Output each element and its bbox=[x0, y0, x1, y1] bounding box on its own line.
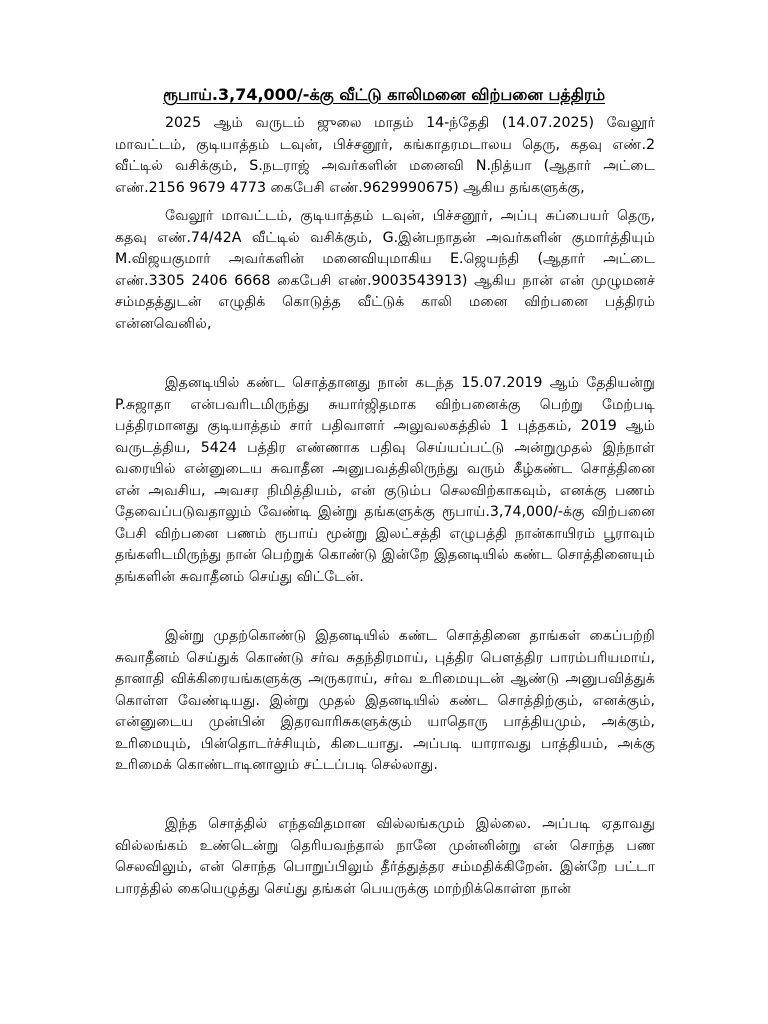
paragraph-date-and-buyer: 2025 ஆம் வருடம் ஜுலை மாதம் 14-ந்தேதி (14.07.2025) வேலூர் மாவட்டம், குடியாத்தம் டவுன், பிச்சனூர், கங்காதரமடாலய தெரு, கதவு எண்.2 வீட்டில் வசிக்கும், S.நடராஜ் அவர்களின் மனைவி N.நித்யா (ஆதார் அட்டை எண்.2156 9679 4773 கைபேசி எண்.9629990675) ஆகிய தங்களுக்கு, bbox=[115, 115, 655, 196]
document-title-text: ரூபாய்.3,74,000/-க்கு வீட்டு காலிமனை விற்பனை பத்திரம் bbox=[162, 85, 606, 104]
paragraph-seller-details: வேலூர் மாவட்டம், குடியாத்தம் டவுன், பிச்சனூர், அப்பு சுப்பையர் தெரு, கதவு எண்.74/42A வீட்டில் வசிக்கும், G.இன்பநாதன் அவர்களின் குமார்த்தியும் M.விஜயகுமார் அவர்களின் மனைவியுமாகிய E.ஜெயந்தி (ஆதார் அட்டை எண்.3305 2406 6668 கைபேசி எண்.9003543913) ஆகிய நான் என் முழுமனச் சம்மதத்துடன் எழுதிக் கொடுத்த வீட்டுக் காலி மனை விற்பனை பத்திரம் என்னவெனில், bbox=[115, 208, 655, 332]
document-title bbox=[0, 84, 768, 106]
paragraph-property-history: இதனடியில் கண்ட சொத்தானது நான் கடந்த 15.07.2019 ஆம் தேதியன்று P.சுஜாதா என்பவரிடமிருந்து சுயார்ஜிதமாக விற்பனைக்கு பெற்று மேற்படி பத்திரமானது குடியாத்தம் சார் பதிவாளர் அலுவலகத்தில் 1 புத்தகம், 2019 ஆம் வருடத்திய, 5424 பத்திர எண்ணாக பதிவு செய்யப்பட்டு அன்றுமுதல் இந்நாள் வரையில் என்னுடைய சுவாதீன அனுபவத்திலிருந்து வரும் கீழ்கண்ட சொத்தினை என் அவசிய, அவசர நிமித்தியம், என் குடும்ப செலவிற்காகவும், எனக்கு பணம் தேவைப்படுவதாலும் வேண்டி இன்று தங்களுக்கு ரூபாய்.3,74,000/-க்கு விற்பனை பேசி விற்பனை பணம் ரூபாய் மூன்று இலட்சத்தி எழுபத்தி நான்காயிரம் பூராவும் தங்களிடமிருந்து நான் பெற்றுக் கொண்டு இன்றே இதனடியில் கண்ட சொத்தினையும் தங்களின் சுவாதீனம் செய்து விட்டேன். bbox=[115, 375, 655, 585]
paragraph-ownership-rights: இன்று முதற்கொண்டு இதனடியில் கண்ட சொத்தினை தாங்கள் கைப்பற்றி சுவாதீனம் செய்துக் கொண்டு சர்வ சுதந்திரமாய், புத்திர பௌத்திர பாரம்பரியமாய், தானாதி விக்கிரையங்களுக்கு அருகராய், சர்வ உரிமையுடன் ஆண்டு அனுபவித்துக் கொள்ள வேண்டியது. இன்று முதல் இதனடியில் கண்ட சொத்திற்கும், எனக்கும், என்னுடைய முன்பின் இதரவாரிசுகளுக்கும் யாதொரு பாத்தியமும், அக்கும், உரிமையும், பின்தொடர்ச்சியும், கிடையாது. அப்படி யாராவது பாத்தியம், அக்கு உரிமைக் கொண்டாடினாலும் சட்டப்படி செல்லாது. bbox=[115, 628, 655, 773]
paragraph-encumbrance: இந்த சொத்தில் எந்தவிதமான வில்லங்கமும் இல்லை. அப்படி ஏதாவது வில்லங்கம் உண்டென்று தெரியவந்தால் நானே முன்னின்று என் சொந்த பண செலவிலும், என் சொந்த பொறுப்பிலும் தீர்த்துத்தர சம்மதிக்கிறேன். இன்றே பட்டா பாரத்தில் கையெழுத்து செய்து தங்கள் பெயருக்கு மாற்றிக்கொள்ள நான் bbox=[115, 816, 655, 897]
